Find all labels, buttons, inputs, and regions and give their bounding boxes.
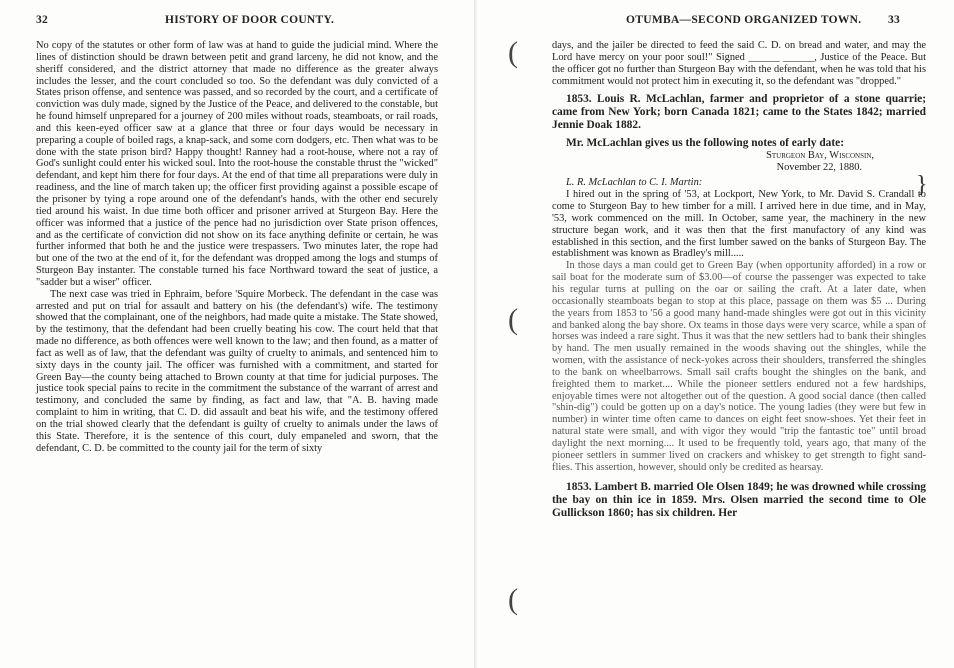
running-head-left: HISTORY OF DOOR COUNTY. — [165, 14, 335, 26]
letter-paragraph-2: In those days a man could get to Green Bay (when opportunity afforded) in a row or sail boat for the moderate sum of $3.00—of course the passenger was expected to take his regular turns at pulling on the oar or sailing the craft. At a later date, when occasionally steamboats began to stop at this place, passage on them was $5 ... During the years from 1853 to '56 a good many hand-made shingles were got out in this vicinity and banked along the bay shore. Ox teams in those days were very scarce, while a span of horses was indeed a rare sight. Thus it was that the new settlers had to bank their shingles by hand. The men usually remained in the woods shaving out the shingles, while the women, with the assistance of neck-yokes across their shoulders, transferred the shingles to the bank on wheelbarrows. Small sail crafts bought the shingles on the bank, and freighted them to market.... While the pioneer settlers endured not a few hardships, enjoyable times were not altogether out of the question. A good social dance (then called "shin-dig") could be gotten up on a day's notice. The young ladies (they were but few in number) in winter time often came to dances on eight feet snow-shoes. Yet their feet in natural state were small, and with vigor they would "trip the fantastic toe" until broad daylight the next morning.... It used to be frequently told, years ago, that many of the pioneer settlers in summer lived on crackers and whiskey to get strength to fight sand-flies. This assertion, however, should only be credited as hearsay. — [552, 260, 926, 473]
binder-hole-mark-icon: ( — [508, 583, 518, 616]
entry-1853-mclachlan: 1853. Louis R. McLachlan, farmer and proprietor of a stone quarrie; came from New York; born Canada 1821; came to the States 1842; married Jennie Doak 1882. — [552, 93, 926, 132]
letter-salutation: L. R. McLachlan to C. I. Martin: — [566, 177, 703, 189]
notes-intro: Mr. McLachlan gives us the following notes of early date: — [566, 137, 844, 150]
page-number-left: 32 — [36, 14, 49, 26]
running-head-right: OTUMBA—SECOND ORGANIZED TOWN. — [626, 14, 862, 26]
continuation-paragraph: days, and the jailer be directed to feed the said C. D. on bread and water, and may the Lord have mercy on your poor soul!" Signed ______ ______, Justice of the Peace. But the officer got no further than Sturgeon Bay with the defendant, when he was told that his commitment would not protect him in executing it, so the defendant was "dropped." — [552, 40, 926, 87]
left-page — [0, 0, 476, 668]
right-page-body — [552, 40, 926, 520]
left-page-body — [36, 40, 438, 455]
entry-1853-olson: 1853. Lambert B. married Ole Olsen 1849; he was drowned while crossing the bay on thin ice in 1859. Mrs. Olsen married the second time to Ole Gullickson 1860; has six children. Her — [552, 481, 926, 520]
letter-dateline-date: November 22, 1880. — [776, 162, 862, 174]
right-page — [476, 0, 954, 668]
brace-icon: } — [916, 172, 928, 198]
left-paragraph-1: No copy of the statutes or other form of law was at hand to guide the judicial mind. Where the lines of distinction should be drawn between petit and grand larceny, he did not know, and the sheriff considered, and the district attorney that made no difference as the greater always includes the lesser, and the court concluded so too. So the defendant was duly convicted of a States prison offense, and sentence was passed, and so recorded by the court, and a certificate of conviction was duly made, signed by the Justice of the Peace, and delivered to the constable, but he found himself unprepared for a journey of 200 miles without roads, steamboats, or rail roads, and this keen-eyed officer saw at a glance that three or four days would be necessary in preparing a couple of boiled rags, a knap-sack, and some corn dodgers, etc. Then what was to be done with the state prison bird? Happy thought! Ranney had a root-house, where not a ray of God's sunlight could enter his wicked soul. Into the root-house the constable thrust the "wicked" defendant, and kept him there for four days. At the end of that time all preparations were duly in readiness, and the line of march taken up; the officer first providing against a possible escape of the prisoner by tying a rope around one of the defendant's hands, with the other end securely tied around his waist. In due time both officer and prisoner arrived at Sturgeon Bay. Here the officer was informed that a justice of the pence had no jurisdiction over State prison offences, and as the certificate of conviction did not show on its face anything definite or certain, he was further informed that both he and the justice were trespassers. Two minutes later, the rope had but one of the two at the end of it, for the defendant was dropped among the logs and stumps of Sturgeon Bay instanter. The constable turned his face Northward toward the seat of justice, a "sadder but a wiser" officer. — [36, 40, 438, 288]
letter-paragraph-1: I hired out in the spring of '53, at Lockport, New York, to Mr. David S. Crandall to come to Sturgeon Bay to hew timber for a mill. I arrived here in due time, and in May, '53, work commenced on the mill. In October, same year, the machinery in the new structure began work, and it was then that the first manufactory of any kind was established in this section, and the first lumber sawed on the banks of Sturgeon Bay. The establishment was known as Bradley's mill..... — [552, 189, 926, 260]
binder-hole-mark-icon: ( — [508, 36, 518, 69]
page-number-right: 33 — [888, 14, 901, 26]
letter-dateline-place: Sturgeon Bay, Wisconsin, — [766, 150, 874, 162]
left-paragraph-2: The next case was tried in Ephraim, before 'Squire Morbeck. The defendant in the case was arrested and put on trial for assault and battery on his (the defendant's) wife. The testimony showed that the complainant, one of the neighbors, had made quite a mistake. The State showed, by the testimony, that the defendant had been cruelly beating his cow. The court held that that made no difference, as both offences were well known to the law; and then found, as a matter of fact as well as of law, that the defendant was guilty of cruelty to animals, and sentenced him to sixty days in the county jail. The officer was furnished with a commitment, and started for Green Bay—the county being attached to Brown county at that time for judicial purposes. The justice took special pains to recite in the commitment the substance of the warrant of arrest and testimony, and concluded the same by finding, as fact and law, that "A. B. having made complaint to him in writing, that C. D. did assault and beat his wife, and the testimony offered on the trial showed clearly that the defendant is guilty of cruelty to animals under the laws of this State. Therefore, it is the sentence of this court, duly empaneled and sworn, that the defendant, C. D. be committed to the county jail for the term of sixty — [36, 288, 438, 454]
binder-hole-mark-icon: ( — [508, 303, 518, 336]
